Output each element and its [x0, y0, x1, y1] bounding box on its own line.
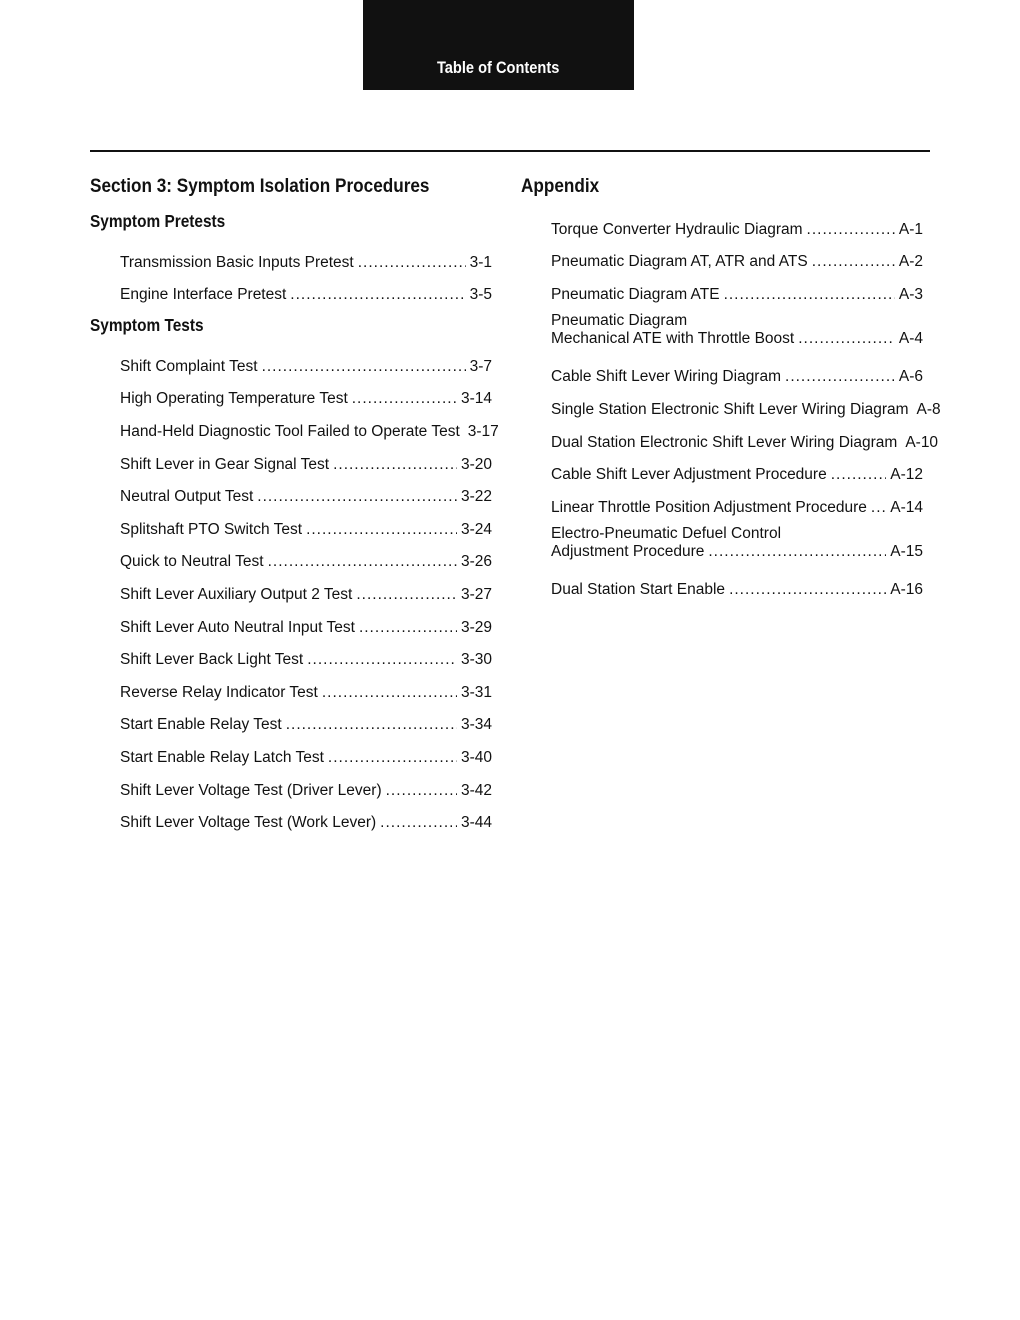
toc-entry[interactable]: [90, 475, 492, 508]
dot-leader: [356, 585, 457, 605]
toc-entry[interactable]: [90, 801, 492, 834]
appendix-title: Appendix: [521, 175, 600, 197]
toc-entry[interactable]: [90, 442, 492, 475]
dot-leader: [352, 389, 457, 409]
dot-leader: [807, 220, 895, 240]
toc-entry[interactable]: [90, 377, 492, 410]
dot-leader: [380, 813, 457, 833]
toc-entry-title: Start Enable Relay Test: [120, 716, 282, 734]
toc-entry[interactable]: [90, 735, 492, 768]
toc-entry-title: Single Station Electronic Shift Lever Wiring Diagram: [551, 400, 909, 418]
toc-entry-title: Mechanical ATE with Throttle Boost: [551, 329, 795, 347]
dot-leader: [268, 552, 457, 572]
toc-entry-page: A-12: [890, 466, 923, 484]
toc-entry-title: Dual Station Electronic Shift Lever Wiring Diagram: [551, 433, 898, 451]
toc-entry[interactable]: [521, 272, 923, 305]
toc-entry-title-line1: Electro-Pneumatic Defuel Control: [551, 524, 782, 542]
toc-entry-page: A-10: [905, 433, 939, 451]
header-divider: [90, 150, 930, 152]
toc-entry-title: Linear Throttle Position Adjustment Procedure: [551, 498, 867, 516]
toc-entry-title: Shift Lever Voltage Test (Driver Lever): [120, 781, 382, 799]
dot-leader: [831, 465, 887, 485]
toc-entry-page: 3-40: [460, 748, 492, 766]
toc-entry-page: 3-22: [460, 488, 492, 506]
toc-entry-page: 3-44: [460, 814, 492, 832]
toc-entry-title: Splitshaft PTO Switch Test: [120, 520, 303, 538]
toc-entry[interactable]: [90, 605, 492, 638]
dot-leader: [290, 285, 465, 305]
toc-entry[interactable]: [521, 420, 939, 453]
toc-entry-title: High Operating Temperature Test: [120, 390, 348, 408]
toc-entry-title: Torque Converter Hydraulic Diagram: [551, 220, 803, 238]
toc-entry-page: A-3: [898, 285, 923, 303]
toc-entry-page: 3-29: [460, 618, 492, 636]
toc-entry[interactable]: [521, 518, 923, 568]
toc-entry-page: 3-26: [460, 553, 492, 571]
toc-entry[interactable]: [90, 240, 492, 273]
toc-entry[interactable]: [521, 568, 923, 601]
toc-entry-page: 3-24: [460, 520, 492, 538]
toc-entry-title: Shift Lever Auto Neutral Input Test: [120, 618, 355, 636]
section-tab: [363, 0, 634, 90]
subsection-heading: Symptom Tests: [90, 315, 204, 336]
toc-entry-title: Shift Complaint Test: [120, 357, 258, 375]
dot-leader: [322, 683, 457, 703]
subsection-heading: Symptom Pretests: [90, 211, 226, 231]
toc-entry-page: A-4: [898, 329, 923, 347]
toc-entry[interactable]: [521, 207, 923, 240]
dot-leader: [386, 781, 457, 801]
toc-entry-title: Engine Interface Pretest: [120, 286, 287, 304]
dot-leader: [333, 455, 457, 475]
toc-entry[interactable]: [90, 768, 492, 801]
toc-right-column: [521, 173, 941, 600]
toc-entry-page: A-8: [916, 400, 941, 418]
dot-leader: [724, 285, 895, 305]
dot-leader: [871, 498, 886, 518]
toc-entry-title: Cable Shift Lever Adjustment Procedure: [551, 466, 827, 484]
toc-entry[interactable]: [90, 273, 492, 306]
toc-entry[interactable]: [521, 485, 923, 518]
toc-entry-title: Shift Lever Back Light Test: [120, 651, 304, 669]
toc-entry-title: Quick to Neutral Test: [120, 553, 264, 571]
toc-entry-title: Pneumatic Diagram AT, ATR and ATS: [551, 253, 808, 271]
toc-entry-page: 3-14: [460, 390, 492, 408]
toc-entry-page: 3-5: [469, 286, 492, 304]
dot-leader: [307, 650, 457, 670]
toc-entry-title: Adjustment Procedure: [551, 542, 705, 560]
toc-entry-page: A-14: [890, 498, 923, 516]
toc-entry-title-line1: Pneumatic Diagram: [551, 311, 688, 329]
toc-entry[interactable]: [90, 638, 492, 671]
toc-entry-title: Transmission Basic Inputs Pretest: [120, 253, 354, 271]
toc-entry-title: Shift Lever in Gear Signal Test: [120, 455, 330, 473]
dot-leader: [358, 253, 466, 273]
toc-entry-title: Dual Station Start Enable: [551, 581, 726, 599]
toc-entry[interactable]: [521, 355, 923, 388]
toc-entry-title: Start Enable Relay Latch Test: [120, 748, 324, 766]
dot-leader: [708, 543, 886, 561]
toc-entry-page: A-16: [890, 581, 923, 599]
toc-entry-title: Pneumatic Diagram ATE: [551, 285, 720, 303]
toc-entry[interactable]: [90, 540, 492, 573]
dot-leader: [262, 357, 466, 377]
toc-entry-title: Reverse Relay Indicator Test: [120, 683, 318, 701]
dot-leader: [729, 580, 886, 600]
toc-entry-page: 3-27: [460, 585, 492, 603]
dot-leader: [306, 520, 457, 540]
toc-entry[interactable]: [521, 305, 923, 355]
toc-entry[interactable]: [90, 344, 492, 377]
toc-entry-title: Cable Shift Lever Wiring Diagram: [551, 368, 782, 386]
toc-entry-page: 3-30: [460, 651, 492, 669]
section-title: Section 3: Symptom Isolation Procedures: [90, 175, 430, 197]
toc-entry-page: A-2: [898, 253, 923, 271]
toc-entry[interactable]: [90, 572, 492, 605]
toc-entry-page: 3-17: [467, 422, 499, 440]
toc-entry[interactable]: [521, 453, 923, 486]
toc-entry-title: Shift Lever Voltage Test (Work Lever): [120, 814, 377, 832]
toc-entry[interactable]: [90, 703, 492, 736]
toc-entry-title: Neutral Output Test: [120, 488, 254, 506]
toc-entry[interactable]: [90, 507, 492, 540]
toc-entry[interactable]: [521, 240, 923, 273]
toc-entry-page: A-1: [898, 220, 923, 238]
toc-entry-row: [551, 543, 923, 561]
toc-entry[interactable]: [90, 670, 492, 703]
section-tab-label: Table of Contents: [437, 58, 560, 77]
dot-leader: [257, 487, 457, 507]
dot-leader: [798, 330, 895, 348]
toc-entry-page: A-6: [898, 368, 923, 386]
dot-leader: [359, 618, 457, 638]
toc-entry-title: Hand-Held Diagnostic Tool Failed to Operate Test: [120, 422, 460, 440]
dot-leader: [812, 252, 895, 272]
toc-entry-page: 3-31: [460, 683, 492, 701]
toc-left-column: [90, 173, 499, 833]
dot-leader: [286, 715, 457, 735]
toc-entry-row: [551, 330, 923, 348]
toc-entry-page: 3-7: [469, 357, 492, 375]
toc-entry-page: A-15: [890, 542, 923, 560]
toc-entry-page: 3-34: [460, 716, 492, 734]
toc-entry-page: 3-42: [460, 781, 492, 799]
appendix-entries: [521, 207, 941, 600]
toc-entry[interactable]: [90, 409, 499, 442]
toc-entry-page: 3-1: [469, 253, 492, 271]
toc-entry[interactable]: [521, 387, 941, 420]
toc-entry-title: Shift Lever Auxiliary Output 2 Test: [120, 585, 353, 603]
toc-groups: [90, 207, 499, 833]
dot-leader: [785, 367, 895, 387]
toc-entry-page: 3-20: [460, 455, 492, 473]
dot-leader: [328, 748, 457, 768]
